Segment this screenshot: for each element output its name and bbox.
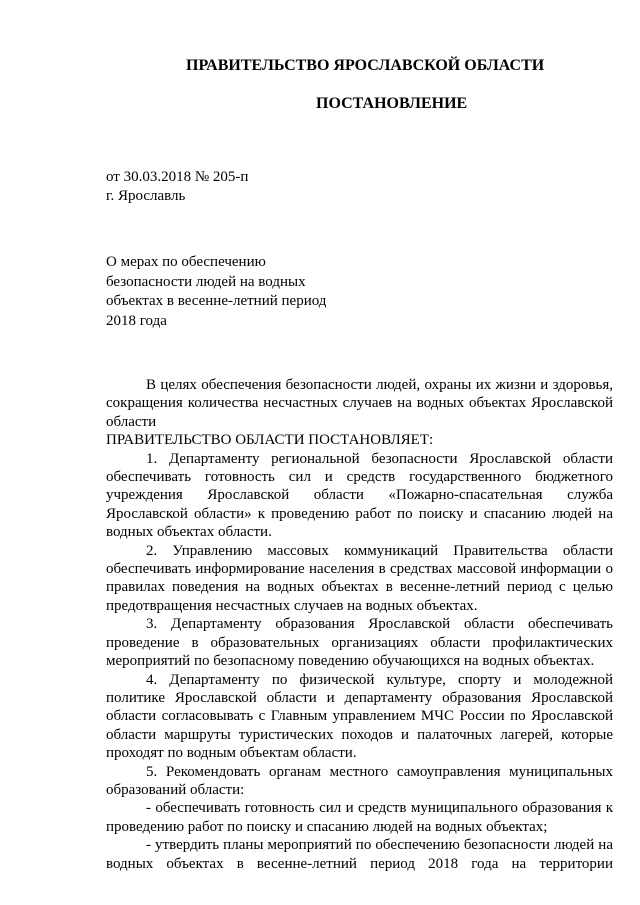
item-paragraph-3: 3. Департаменту образования Ярославской области обеспечивать проведение в образовательных организациях области профилактических мероприятий по безопасному поведению обучающихся на водных объектах. bbox=[106, 616, 613, 670]
item-paragraph-1: 1. Департаменту региональной безопасности Ярославской области обеспечивать готовность сил и средств государственного бюджетного учреждения Ярославской области «Пожарно-спасательная служба Ярославской области» к проведению работ по поиску и спасанию людей на водных объектах области. bbox=[106, 450, 613, 541]
document-type-title: ПОСТАНОВЛЕНИЕ bbox=[316, 95, 468, 112]
subitem-paragraph-1: - обеспечивать готовность сил и средств муниципального образования к проведению работ по поиску и спасанию людей на водных объектах; bbox=[106, 800, 613, 835]
subject-line: объектах в весенне-летний период bbox=[106, 293, 327, 309]
subject-line: безопасности людей на водных bbox=[106, 273, 306, 290]
subject-line: 2018 года bbox=[106, 312, 167, 329]
item-paragraph-5: 5. Рекомендовать органам местного самоуправления муниципальных образований области: bbox=[106, 763, 613, 798]
document-body bbox=[106, 376, 613, 873]
subject-line: О мерах по обеспечению bbox=[106, 254, 266, 270]
government-title: ПРАВИТЕЛЬСТВО ЯРОСЛАВСКОЙ ОБЛАСТИ bbox=[186, 57, 545, 74]
city: г. Ярославль bbox=[106, 188, 186, 204]
date-and-number: от 30.03.2018 № 205-п bbox=[106, 169, 249, 185]
preamble-paragraph: В целях обеспечения безопасности людей, охраны их жизни и здоровья, сокращения количества несчастных случаев на водных объектах Ярославской области bbox=[106, 377, 613, 430]
document-subject bbox=[106, 253, 326, 331]
item-paragraph-2: 2. Управлению массовых коммуникаций Правительства области обеспечивать информирование населения в средствах массовой информации о правилах поведения на водных объектах в весенне-летний период с целью предотвращения несчастных случаев на водных объектах. bbox=[106, 542, 613, 614]
resolves-line: ПРАВИТЕЛЬСТВО ОБЛАСТИ ПОСТАНОВЛЯЕТ: bbox=[106, 432, 434, 449]
item-paragraph-4: 4. Департаменту по физической культуре, спорту и молодежной политике Ярославской области и департаменту образования Ярославской области согласовывать с Главным управлением МЧС России по Ярославской области маршруты туристических походов и палаточных лагерей, которые проходят по водным объектам области. bbox=[106, 671, 613, 762]
subitem-paragraph-2: - утвердить планы мероприятий по обеспечению безопасности людей на водных объектах в весенне-летний период 2018 года на территории bbox=[106, 837, 613, 872]
